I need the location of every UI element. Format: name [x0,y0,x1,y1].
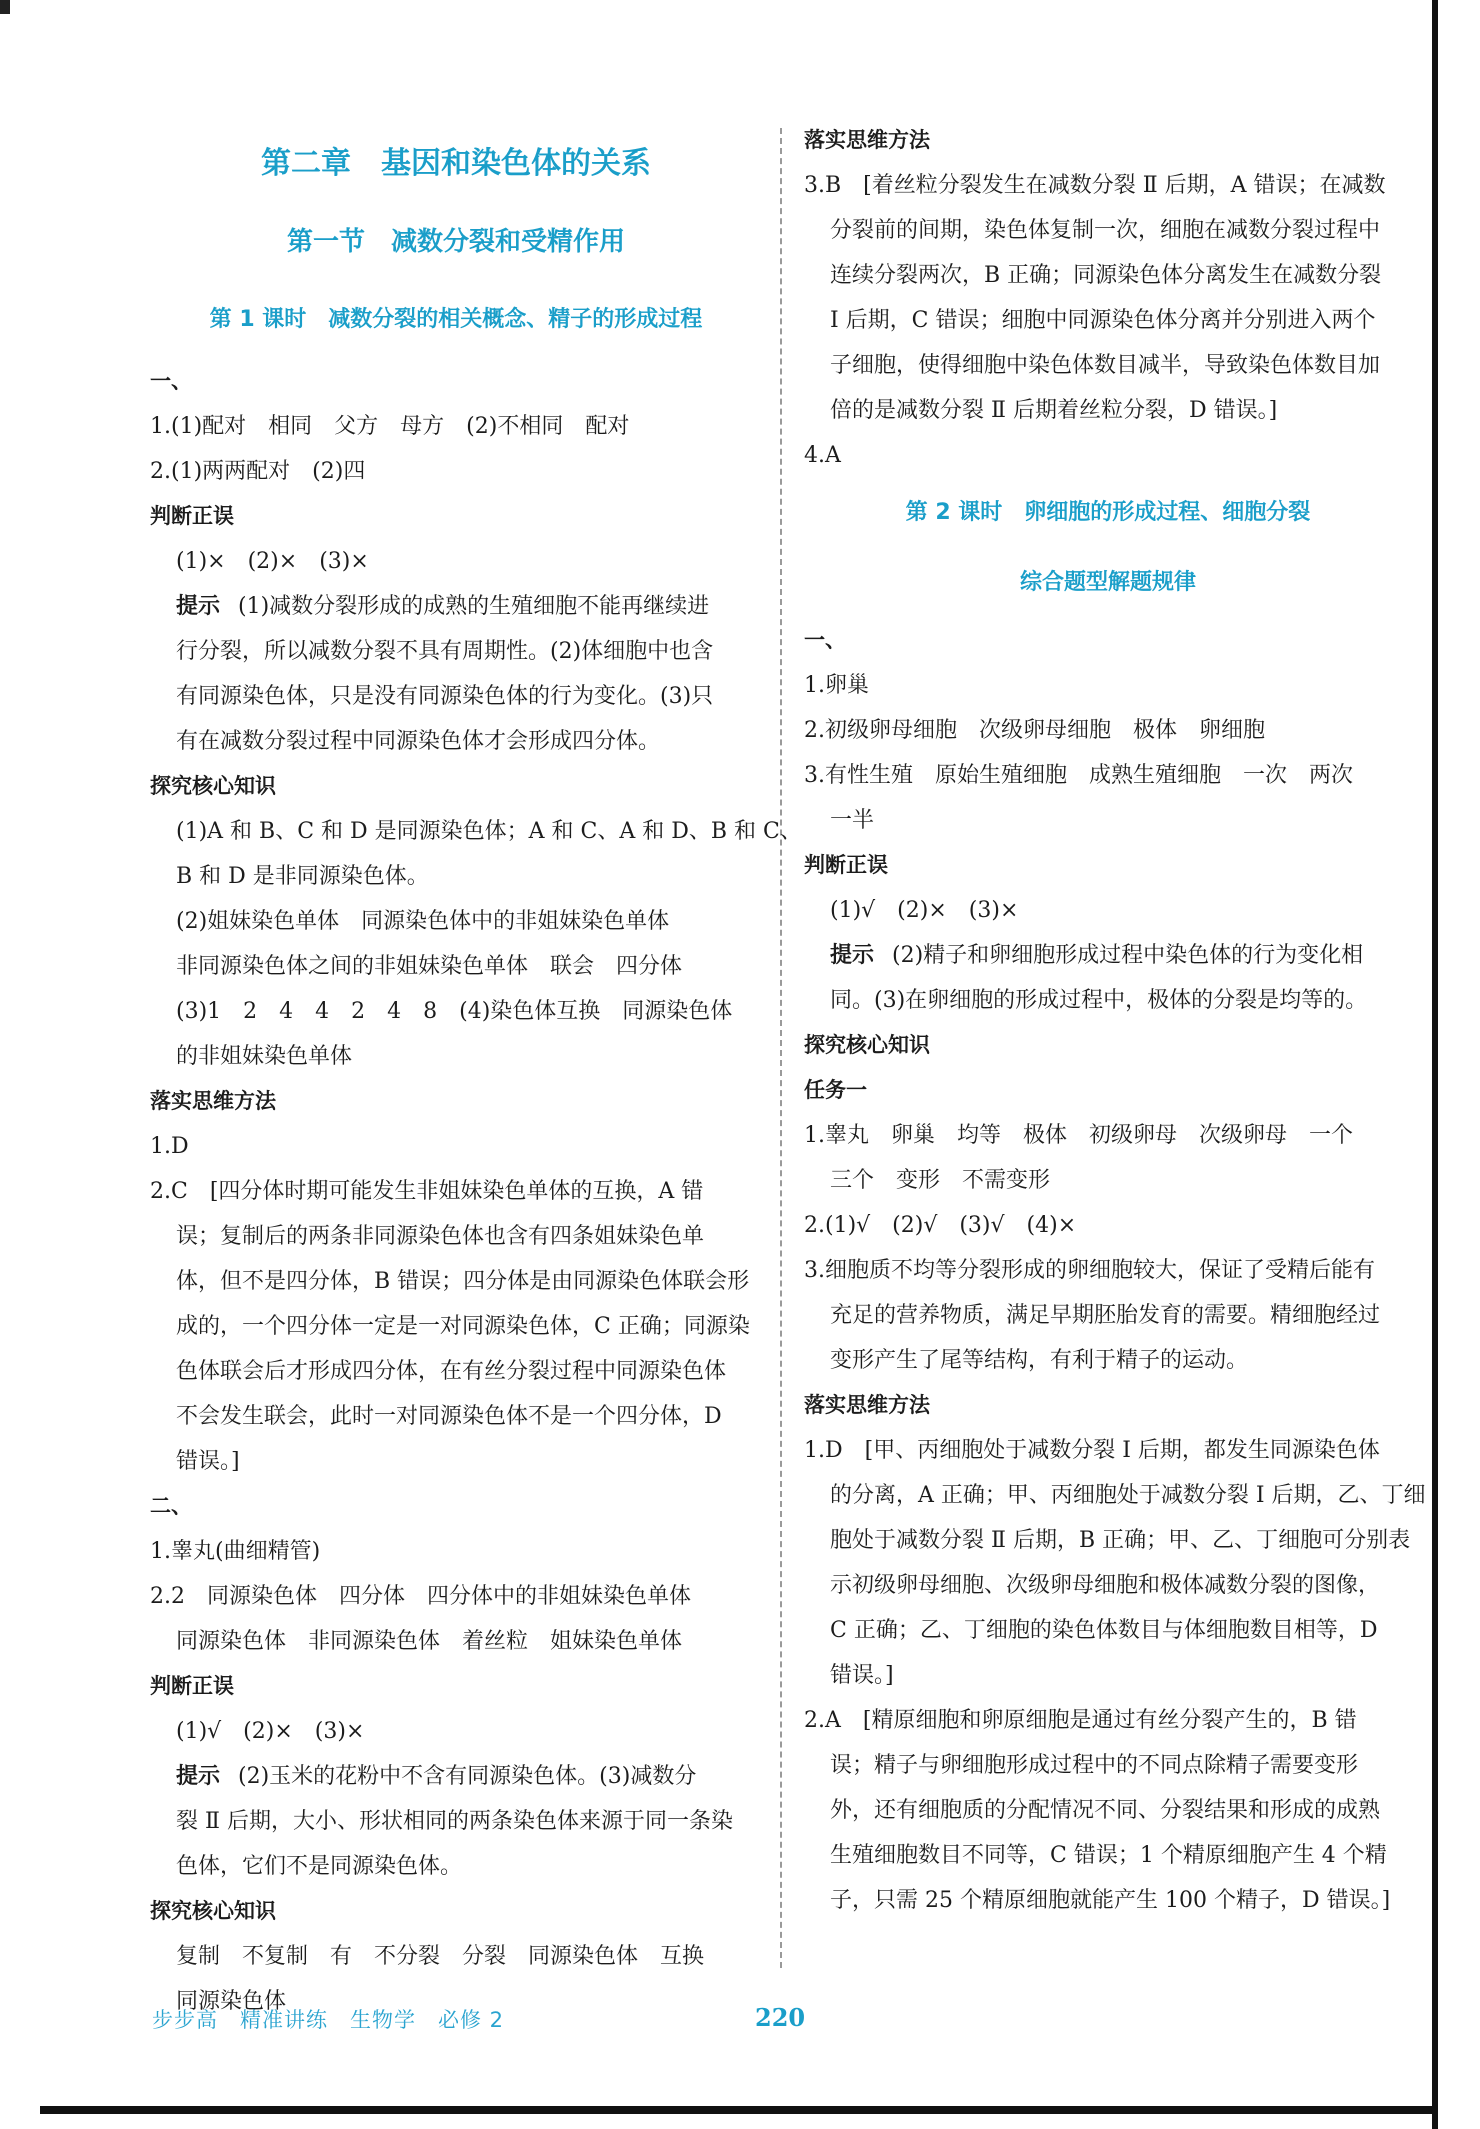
text-line: 子细胞，使得细胞中染色体数目减半，导致染色体数目加 [830,353,1381,378]
text-line: 示初级卵母细胞、次级卵母细胞和极体减数分裂的图像， [830,1573,1381,1598]
answer-line: 3.有性生殖 原始生殖细胞 成熟生殖细胞 一次 两次 [804,763,1353,788]
text-line: 3.B [着丝粒分裂发生在减数分裂 Ⅱ 后期，A 错误；在减数 [804,173,1386,198]
text-line: Ⅰ 后期，C 错误；细胞中同源染色体分离并分别进入两个 [830,308,1376,333]
text-line: 外，还有细胞质的分配情况不同、分裂结果和形成的成熟 [830,1798,1381,1823]
tip-line [804,933,1412,978]
text-line: 色体，它们不是同源染色体。 [176,1854,463,1879]
answer-line: 1.睾丸(曲细精管) [150,1539,321,1564]
text-line: 变形产生了尾等结构，有利于精子的运动。 [830,1348,1249,1373]
text-line: 体，但不是四分体，B 错误；四分体是由同源染色体联会形 [176,1269,750,1294]
scan-border-right [1432,0,1438,2129]
text-line: 色体联会后才形成四分体，在有丝分裂过程中同源染色体 [176,1359,727,1384]
text-line: 误；精子与卵细胞形成过程中的不同点除精子需要变形 [830,1753,1359,1778]
text-line: 有在减数分裂过程中同源染色体才会形成四分体。 [176,729,661,754]
text-line: 生殖细胞数目不同等，C 错误；1 个精原细胞产生 4 个精 [830,1843,1387,1868]
text-line: 子，只需 25 个精原细胞就能产生 100 个精子，D 错误。] [830,1888,1391,1913]
tip-label: 提示 [830,943,875,968]
answer-line: 2.(1)两两配对 (2)四 [150,459,366,484]
part-heading: 二、 [150,1494,192,1518]
text-line: 2.C [四分体时期可能发生非姐妹染色单体的互换，A 错 [150,1179,704,1204]
page-number: 220 [755,2003,806,2032]
text-line: 充足的营养物质，满足早期胚胎发育的需要。精细胞经过 [830,1303,1381,1328]
text-line: 的分离，A 正确；甲、丙细胞处于减数分裂 Ⅰ 后期，乙、丁细 [830,1483,1426,1508]
answer-line: 同源染色体 [176,1989,287,2014]
subheading-method: 落实思维方法 [804,1393,930,1417]
answer-line: 1.(1)配对 相同 父方 母方 (2)不相同 配对 [150,414,630,439]
tip-text: (2)精子和卵细胞形成过程中染色体的行为变化相 [892,943,1364,968]
text-line: 非同源染色体之间的非姐妹染色单体 联会 四分体 [176,954,683,979]
tip-line [150,1754,762,1799]
text-line: 有同源染色体，只是没有同源染色体的行为变化。(3)只 [176,684,714,709]
answer-line: 4.A [804,443,841,468]
text-line: 的非姐妹染色单体 [176,1044,353,1069]
answer-line: (1)√ (2)× (3)× [176,1719,365,1744]
text-line: (2)姐妹染色单体 同源染色体中的非姐妹染色单体 [176,909,670,934]
text-line: 胞处于减数分裂 Ⅱ 后期，B 正确；甲、乙、丁细胞可分别表 [830,1528,1411,1553]
subheading-core: 探究核心知识 [150,774,276,798]
subheading-method: 落实思维方法 [150,1089,276,1113]
tip-text: (2)玉米的花粉中不含有同源染色体。(3)减数分 [238,1764,697,1789]
text-line: (3)1 2 4 4 2 4 8 (4)染色体互换 同源染色体 [176,999,733,1024]
tip-label: 提示 [176,1764,221,1789]
answer-line: 2.初级卵母细胞 次级卵母细胞 极体 卵细胞 [804,718,1265,743]
answer-line: 一半 [830,808,875,833]
answer-line: (1)√ (2)× (3)× [830,898,1019,923]
scan-corner-mark [0,0,10,14]
subheading-task: 任务一 [804,1078,867,1102]
answer-line: 2.2 同源染色体 四分体 四分体中的非姐妹染色单体 [150,1584,691,1609]
subheading-judge: 判断正误 [150,504,234,528]
text-line: 错误。] [176,1449,240,1474]
text-line: 行分裂，所以减数分裂不具有周期性。(2)体细胞中也含 [176,639,714,664]
lesson-title: 第 2 课时 卵细胞的形成过程、细胞分裂 [905,500,1311,525]
answer-line: 同源染色体 非同源染色体 着丝粒 姐妹染色单体 [176,1629,683,1654]
lesson-subtitle: 综合题型解题规律 [1019,570,1196,595]
lesson-title: 第 1 课时 减数分裂的相关概念、精子的形成过程 [209,307,703,332]
answer-line: 三个 变形 不需变形 [830,1168,1051,1193]
subheading-judge: 判断正误 [804,853,888,877]
footer-series: 步步高 精准讲练 生物学 必修 2 [152,2008,505,2032]
column-divider [780,128,782,1968]
tip-line [150,584,762,629]
answer-line: 1.卵巢 [804,673,869,698]
chapter-title: 第二章 基因和染色体的关系 [261,146,651,181]
subheading-core: 探究核心知识 [150,1899,276,1923]
text-line: 误；复制后的两条非同源染色体也含有四条姐妹染色单 [176,1224,705,1249]
tip-label: 提示 [176,594,221,619]
text-line: 2.A [精原细胞和卵原细胞是通过有丝分裂产生的，B 错 [804,1708,1357,1733]
text-line: 分裂前的间期，染色体复制一次，细胞在减数分裂过程中 [830,218,1381,243]
text-line: 成的，一个四分体一定是一对同源染色体，C 正确；同源染 [176,1314,750,1339]
text-line: 同。(3)在卵细胞的形成过程中，极体的分裂是均等的。 [830,988,1368,1013]
right-column [804,118,1426,1923]
tip-text: (1)减数分裂形成的成熟的生殖细胞不能再继续进 [238,594,710,619]
scan-border-bottom [40,2106,1438,2114]
text-line: 3.细胞质不均等分裂形成的卵细胞较大，保证了受精后能有 [804,1258,1375,1283]
text-line: 1.D [甲、丙细胞处于减数分裂 Ⅰ 后期，都发生同源染色体 [804,1438,1380,1463]
text-line: 错误。] [830,1663,894,1688]
answer-line: 1.D [150,1134,189,1159]
section-title: 第一节 减数分裂和受精作用 [286,227,625,257]
text-line: B 和 D 是非同源染色体。 [176,864,429,889]
part-heading: 一、 [150,369,192,393]
text-line: 裂 Ⅱ 后期，大小、形状相同的两条染色体来源于同一条染 [176,1809,733,1834]
answer-line: (1)× (2)× (3)× [176,549,369,574]
subheading-method: 落实思维方法 [804,128,930,152]
text-line: C 正确；乙、丁细胞的染色体数目与体细胞数目相等，D [830,1618,1378,1643]
subheading-judge: 判断正误 [150,1674,234,1698]
text-line: 不会发生联会，此时一对同源染色体不是一个四分体，D [176,1404,722,1429]
subheading-core: 探究核心知识 [804,1033,930,1057]
part-heading: 一、 [804,628,846,652]
text-line: (1)A 和 B、C 和 D 是同源染色体；A 和 C、A 和 D、B 和 C、 [176,819,802,844]
text-line: 连续分裂两次，B 正确；同源染色体分离发生在减数分裂 [830,263,1382,288]
answer-line: 2.(1)√ (2)√ (3)√ (4)× [804,1213,1077,1238]
answer-line: 复制 不复制 有 不分裂 分裂 同源染色体 互换 [176,1944,705,1969]
text-line: 倍的是减数分裂 Ⅱ 后期着丝粒分裂，D 错误。] [830,398,1278,423]
answer-line: 1.睾丸 卵巢 均等 极体 初级卵母 次级卵母 一个 [804,1123,1353,1148]
